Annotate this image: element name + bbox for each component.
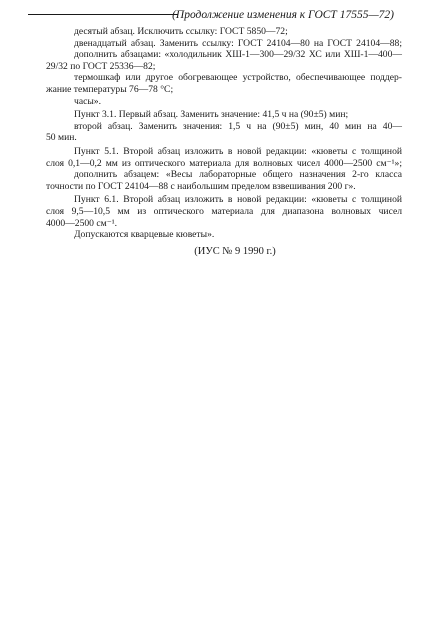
text-line: двенадцатый абзац. Заменить ссылку: ГОСТ 24104—80 на ГОСТ 24104—88;: [74, 37, 402, 49]
text-line: слоя 9,5—10,5 мм из оптического материала для диапазона волновых чисел: [46, 205, 402, 217]
publication-citation: (ИУС № 9 1990 г.): [194, 245, 276, 257]
text-line: десятый абзац. Исключить ссылку: ГОСТ 5850—72;: [74, 26, 288, 37]
text-line: Пункт 3.1. Первый абзац. Заменить значение: 41,5 ч на (90±5) мин;: [74, 109, 349, 121]
text-line: часы».: [74, 95, 101, 107]
text-line: 4000—2500 см⁻¹.: [46, 217, 118, 229]
text-line: второй абзац. Заменить значения: 1,5 ч на (90±5) мин, 40 мин на 40—: [74, 120, 402, 132]
document-body: [46, 26, 402, 257]
continuation-title: (Продолжение изменения к ГОСТ 17555—72): [172, 9, 394, 21]
text-line: термошкаф или другое обогревающее устройство, обеспечивающее поддер-: [74, 72, 402, 84]
text-line: 29/32 по ГОСТ 25336—82;: [46, 60, 156, 72]
text-line: жание температуры 76—78 °С;: [46, 83, 174, 95]
header-rule: [28, 14, 178, 15]
text-line: дополнить абзацами: «холодильник ХШ-1—300—29/32 ХС или ХШ-1—400—: [74, 49, 402, 61]
page-header: [28, 8, 394, 22]
text-line: дополнить абзацем: «Весы лабораторные общего назначения 2-го класса: [74, 169, 402, 181]
text-line: Допускаются кварцевые кюветы».: [74, 229, 215, 241]
text-line: 50 мин.: [46, 132, 77, 144]
text-line: Пункт 5.1. Второй абзац изложить в новой редакции: «кюветы с толщиной: [74, 145, 402, 157]
text-line: точности по ГОСТ 24104—88 с наибольшим пределом взвешивания 200 г».: [46, 180, 356, 192]
text-line: Пункт 6.1. Второй абзац изложить в новой редакции: «кюветы с толщиной: [74, 194, 402, 206]
text-line: слоя 0,1—0,2 мм из оптического материала для волновых чисел 4000—2500 см⁻¹»;: [46, 157, 402, 169]
spacer: [46, 241, 402, 243]
